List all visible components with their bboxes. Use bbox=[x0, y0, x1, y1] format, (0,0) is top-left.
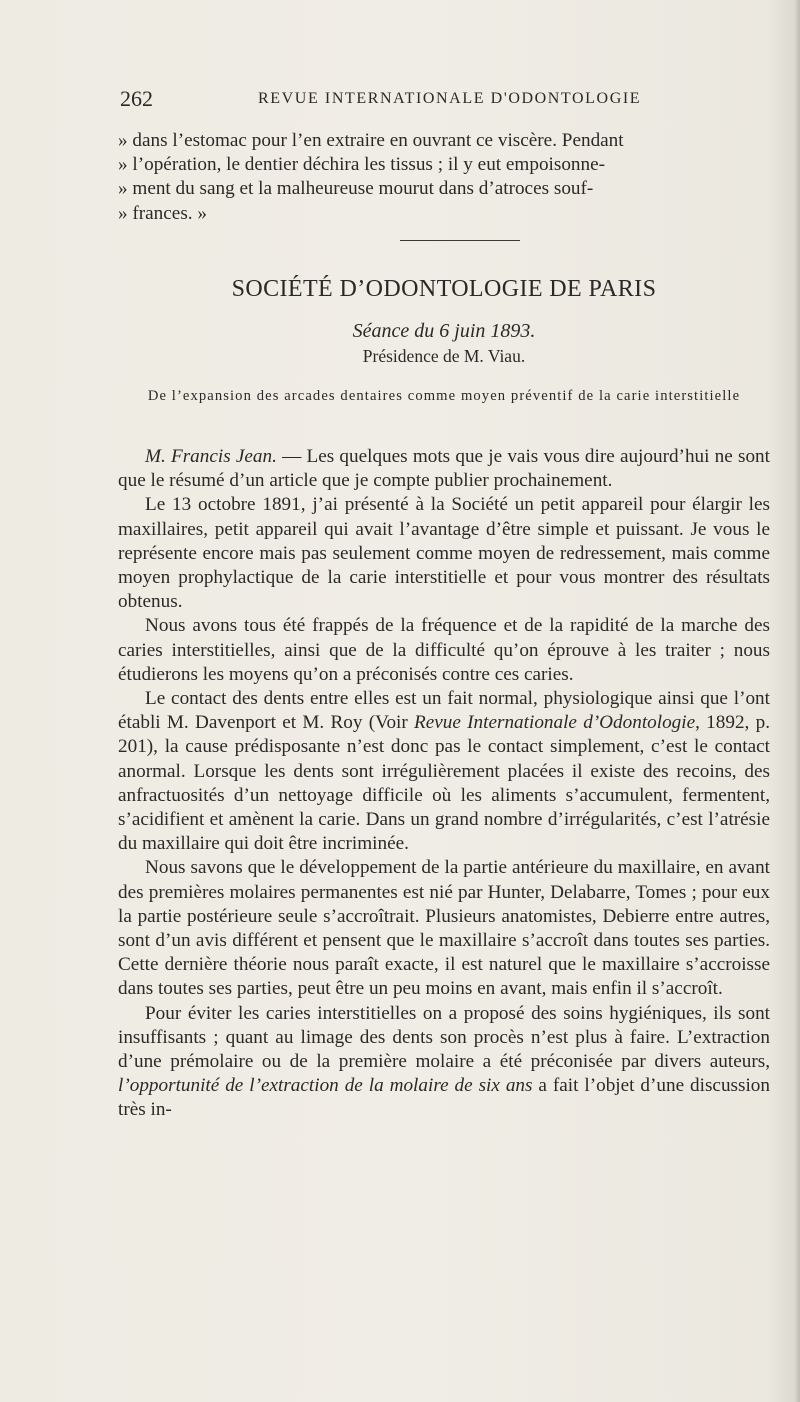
paragraph-text: , 1892, p. 201), la cause prédisposante n’est donc pas le contact simplement, c’est le contact anormal. Lorsque les dents sont irrégulièrement placées il existe des recoins, des anfractuosités d’un nettoyage difficile où les aliments s’accumulent, fermentent, s’acidifient et amènent la carie. Dans un grand nombre d’irrégularités, c’est l’atrésie du maxillaire qui doit être incriminée. bbox=[118, 712, 770, 855]
running-header bbox=[120, 86, 680, 116]
quote-line: » dans l’estomac pour l’en extraire en ouvrant ce viscère. Pendant bbox=[118, 130, 624, 151]
article-title: De l’expansion des arcades dentaires comme moyen préventif de la carie interstitielle bbox=[147, 388, 741, 404]
paragraph: Nous savons que le développement de la partie antérieure du maxillaire, en avant des premières molaires permanentes est nié par Hunter, Delabarre, Tomes ; pour eux la partie postérieure seule s’accroîtrait. Plusieurs anatomistes, Debierre entre autres, sont d’un avis différent et pensent que le maxillaire s’accroît dans toutes ses parties. Cette dernière théorie nous paraît exacte, il est naturel que le maxillaire s’accroisse dans toutes ses parties, peut être un peu moins en avant, mais enfin il s’accroît. bbox=[118, 857, 770, 1000]
paragraph: Le 13 octobre 1891, j’ai présenté à la Société un petit appareil pour élargir les maxillaires, petit appareil qui avait l’avantage d’être simple et puissant. Je vous le représente encore mais pas seulement comme moyen de redressement, mais comme moyen prophylactique de la carie interstitielle et pour vous montrer des résultats obtenus. bbox=[118, 494, 770, 613]
society-heading: SOCIÉTÉ D’ODONTOLOGIE DE PARIS bbox=[231, 276, 657, 302]
paragraph-text: a fait l’objet d’une discussion très in- bbox=[118, 1075, 770, 1121]
quote-line: » ment du sang et la malheureuse mourut dans d’atroces souf- bbox=[118, 178, 594, 200]
article-body bbox=[118, 445, 770, 1123]
session-date: Séance du 6 juin 1893. bbox=[352, 320, 536, 342]
paragraph-text: Le contact des dents entre elles est un fait normal, physiologique ainsi que l’ont établi M. Davenport et M. Roy (Voir bbox=[118, 688, 770, 734]
paragraph bbox=[118, 445, 770, 493]
paragraph bbox=[118, 1002, 770, 1123]
page-edge-shadow bbox=[794, 0, 800, 1402]
quoted-passage bbox=[118, 129, 770, 226]
paragraph-text: — Les quelques mots que je vais vous dire aujourd’hui ne sont que le résumé d’un article que je compte publier prochainement. bbox=[118, 446, 770, 492]
italic-phrase: l’opportunité de l’extraction de la molaire de six ans bbox=[118, 1075, 533, 1097]
paragraph bbox=[118, 687, 770, 856]
journal-citation: Revue Internationale d’Odontologie bbox=[414, 712, 696, 734]
section-divider bbox=[400, 240, 520, 241]
quote-line: » l’opération, le dentier déchira les tissus ; il y eut empoisonne- bbox=[118, 154, 606, 176]
quote-line: » frances. » bbox=[118, 202, 207, 224]
presidency-line: Présidence de M. Viau. bbox=[362, 346, 526, 366]
page-number: 262 bbox=[120, 86, 153, 111]
speaker-name: M. Francis Jean. bbox=[145, 446, 277, 467]
paragraph: Nous avons tous été frappés de la fréquence et de la rapidité de la marche des caries interstitielles, ainsi que de la difficulté qu’on éprouve à les traiter ; nous étudierons les moyens qu’on a préconisés contre ces caries. bbox=[118, 615, 770, 685]
paragraph-text: Pour éviter les caries interstitielles on a proposé des soins hygiéniques, ils sont insuffisants ; quant au limage des dents son procès n’est plus à faire. L’extraction d’une prémolaire ou de la première molaire a été préconisée par divers auteurs, bbox=[118, 1002, 770, 1073]
journal-title: REVUE INTERNATIONALE D'ODONTOLOGIE bbox=[258, 90, 642, 107]
